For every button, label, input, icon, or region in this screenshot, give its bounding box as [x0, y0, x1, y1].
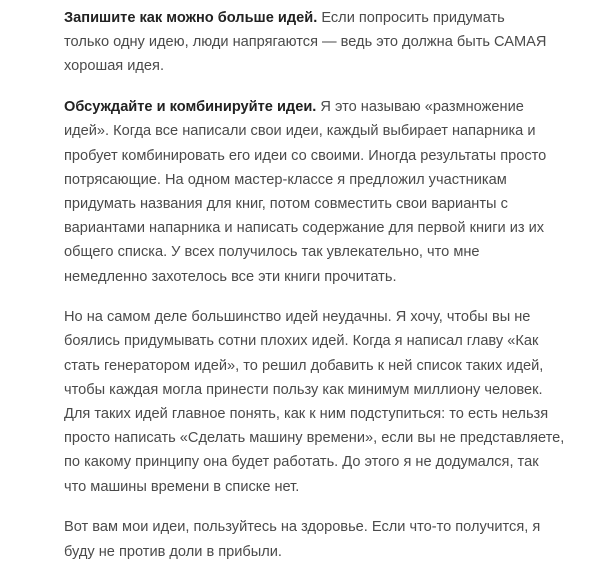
bold-lead-write-ideas: Запишите как можно больше идей. [64, 10, 318, 26]
text-line: Но на самом деле большинство идей неудачны. Я хочу, чтобы вы не [64, 309, 531, 326]
text-line: что машины времени в списке нет. [64, 478, 300, 495]
text-span: Если попросить придумать [317, 10, 505, 26]
text-line: боялись придумывать сотни плохих идей. Когда я написал главу «Как [64, 333, 539, 350]
text-line: по какому принципу она будет работать. До этого я не додумался, так [64, 454, 539, 471]
article-body [64, 6, 564, 580]
text-span: Я это называю «размножение [316, 99, 524, 116]
text-line [64, 95, 564, 119]
text-line: общего списка. У всех получилось так увлекательно, что мне [64, 244, 480, 261]
text-line: хорошая идея. [64, 58, 165, 75]
text-line: идей». Когда все написали свои идеи, каждый выбирает напарника и [64, 123, 536, 140]
text-line: вариантами напарника и написать содержание для первой книги из их [64, 220, 545, 237]
text-line: буду не против доли в прибыли. [64, 543, 282, 560]
text-line: Вот вам мои идеи, пользуйтесь на здоровье. Если что-то получится, я [64, 519, 541, 536]
paragraph-discuss-combine [64, 95, 564, 289]
text-line: чтобы каждая могла принести пользу как минимум миллиону человек. [64, 381, 543, 398]
text-line [64, 6, 564, 30]
text-line: пробует комбинировать его идеи со своими. Иногда результаты просто [64, 147, 547, 164]
text-line: немедленно захотелось все эти книги прочитать. [64, 268, 397, 285]
text-line: придумать названия для книг, потом совместить свои варианты с [64, 195, 508, 212]
paragraph-bad-ideas [64, 305, 564, 499]
text-line: только одну идею, люди напрягаются — ведь это должна быть САМАЯ [64, 34, 547, 51]
text-line: просто написать «Сделать машину времени», если вы не представляете, [64, 430, 565, 447]
bold-lead-discuss-combine: Обсуждайте и комбинируйте идеи. [64, 99, 317, 116]
paragraph-here-are-ideas [64, 515, 564, 563]
text-line: Для таких идей главное понять, как к ним подступиться: то есть нельзя [64, 406, 549, 423]
text-line: потрясающие. На одном мастер-классе я предложил участникам [64, 171, 507, 188]
text-line: стать генератором идей», то решил добавить к ней список таких идей, [64, 357, 544, 374]
paragraph-write-ideas [64, 6, 564, 79]
